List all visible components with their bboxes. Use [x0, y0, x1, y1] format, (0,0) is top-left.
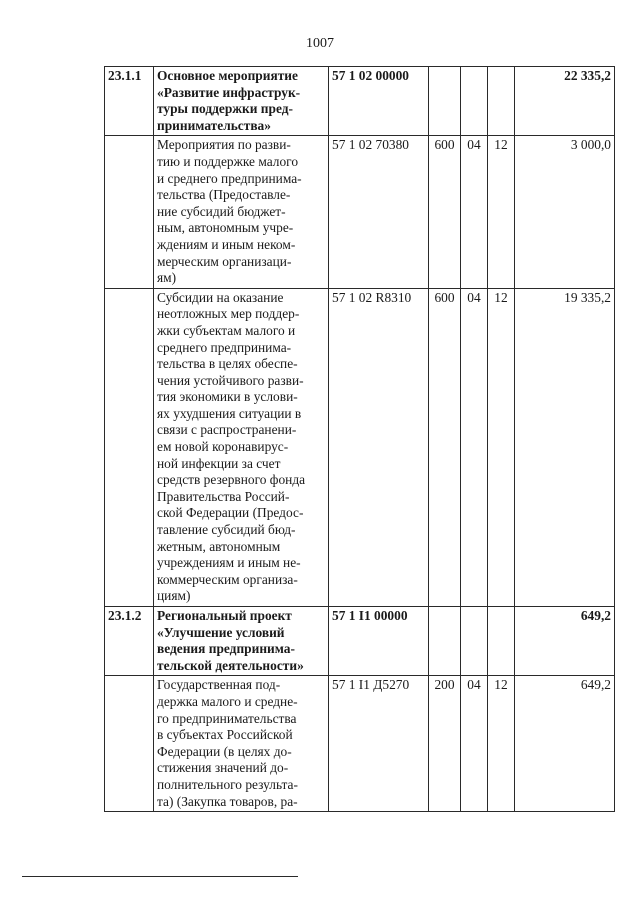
row-description-cell: [154, 67, 329, 136]
row-rz-cell: 04: [461, 288, 488, 606]
description-line: полнительного результа-: [157, 776, 298, 792]
description-line: ждениям и иным неком-: [157, 236, 296, 252]
row-kbk-cell: 57 1 02 00000: [329, 67, 429, 136]
row-description-cell: [154, 288, 329, 606]
description-line: Региональный проект: [157, 608, 292, 623]
row-pr-cell: [488, 67, 515, 136]
page-number: 1007: [306, 36, 334, 51]
description-line: неотложных мер поддер-: [157, 306, 300, 322]
row-vr-cell: 600: [429, 136, 461, 288]
description-line: стижения значений до-: [157, 760, 289, 776]
table-row: [105, 288, 615, 606]
description-line: мерческим организаци-: [157, 253, 292, 269]
table-row: [105, 676, 615, 812]
row-sum-cell: 649,2: [515, 607, 615, 676]
row-vr-cell: [429, 67, 461, 136]
row-kbk-cell: 57 1 02 R8310: [329, 288, 429, 606]
description-line: принимательства»: [157, 117, 271, 133]
description-line: Основное мероприятие: [157, 68, 298, 83]
row-vr-cell: 200: [429, 676, 461, 812]
description-line: ведения предпринима-: [157, 641, 295, 657]
description-line: го предпринимательства: [157, 710, 297, 726]
description-line: тия экономики в услови-: [157, 389, 298, 405]
row-code-cell: 23.1.1: [105, 67, 154, 136]
row-kbk-cell: 57 1 I1 Д5270: [329, 676, 429, 812]
row-pr-cell: [488, 607, 515, 676]
description-line: связи с распространени-: [157, 422, 297, 438]
description-line: среднего предпринима-: [157, 339, 292, 355]
description-line: та) (Закупка товаров, ра-: [157, 793, 298, 809]
description-line: Федерации (в целях до-: [157, 743, 292, 759]
description-line: ской Федерации (Предос-: [157, 505, 304, 521]
description-line: ние субсидий бюджет-: [157, 203, 286, 219]
row-pr-cell: 12: [488, 288, 515, 606]
row-description-cell: [154, 607, 329, 676]
description-line: тельства в целях обеспе-: [157, 356, 298, 372]
row-description-cell: [154, 136, 329, 288]
description-line: и среднего предпринима-: [157, 170, 302, 186]
description-line: ным, автономным учре-: [157, 220, 294, 236]
description-line: «Развитие инфраструк-: [157, 84, 301, 100]
row-kbk-cell: 57 1 02 70380: [329, 136, 429, 288]
row-code-cell: [105, 676, 154, 812]
description-line: ях ухудшения ситуации в: [157, 405, 302, 421]
table-body: [105, 67, 615, 812]
description-line: учреждениям и иным не-: [157, 555, 301, 571]
description-line: тельства (Предоставле-: [157, 187, 291, 203]
row-description-cell: [154, 676, 329, 812]
row-vr-cell: 600: [429, 288, 461, 606]
row-vr-cell: [429, 607, 461, 676]
description-line: средств резервного фонда: [157, 472, 306, 488]
description-line: Субсидии на оказание: [157, 289, 284, 305]
description-line: тельской деятельности»: [157, 657, 304, 673]
budget-table: [104, 66, 615, 812]
description-line: жетным, автономным: [157, 538, 281, 554]
row-sum-cell: 19 335,2: [515, 288, 615, 606]
description-line: в субъектах Российской: [157, 727, 293, 743]
description-line: ной инфекции за счет: [157, 455, 281, 471]
description-line: циям): [157, 588, 191, 604]
description-line: чения устойчивого разви-: [157, 372, 304, 388]
description-line: «Улучшение условий: [157, 624, 285, 640]
row-code-cell: [105, 136, 154, 288]
row-code-cell: [105, 288, 154, 606]
description-line: Государственная под-: [157, 677, 281, 693]
description-line: ям): [157, 270, 177, 286]
description-line: туры поддержки пред-: [157, 101, 293, 117]
row-rz-cell: 04: [461, 136, 488, 288]
description-line: коммерческим организа-: [157, 571, 298, 587]
description-line: жки субъектам малого и: [157, 322, 296, 338]
description-line: Правительства Россий-: [157, 488, 290, 504]
row-sum-cell: 22 335,2: [515, 67, 615, 136]
table-row-heading: [105, 607, 615, 676]
row-code-cell: 23.1.2: [105, 607, 154, 676]
description-line: Мероприятия по разви-: [157, 137, 291, 153]
table-row: [105, 136, 615, 288]
row-rz-cell: 04: [461, 676, 488, 812]
row-rz-cell: [461, 607, 488, 676]
footnote-divider: [22, 876, 298, 877]
row-sum-cell: 3 000,0: [515, 136, 615, 288]
row-sum-cell: 649,2: [515, 676, 615, 812]
row-pr-cell: 12: [488, 676, 515, 812]
row-pr-cell: 12: [488, 136, 515, 288]
description-line: тию и поддержке малого: [157, 153, 299, 169]
row-kbk-cell: 57 1 I1 00000: [329, 607, 429, 676]
description-line: ем новой коронавирус-: [157, 439, 289, 455]
description-line: тавление субсидий бюд-: [157, 522, 296, 538]
description-line: держка малого и средне-: [157, 693, 298, 709]
table-row-heading: [105, 67, 615, 136]
row-rz-cell: [461, 67, 488, 136]
